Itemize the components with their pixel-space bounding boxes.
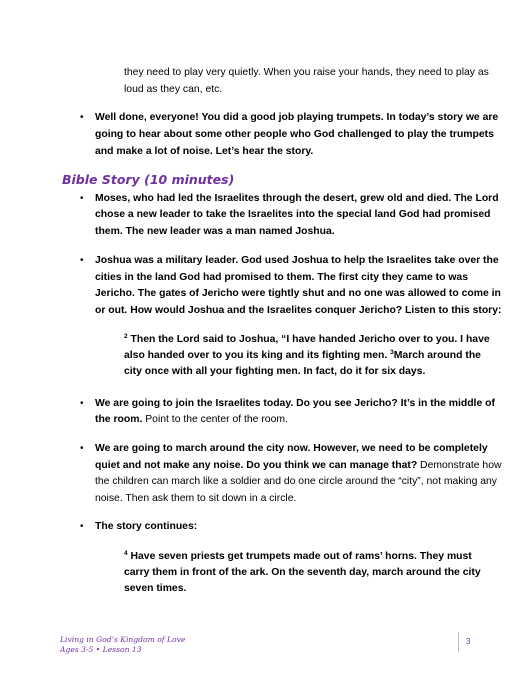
march-line-3: the children can march like a soldier and do one circle around the “city”, not making any bbox=[95, 476, 497, 487]
join-line-1: We are going to join the Israelites today. Do you see Jericho? It’s in the middle of bbox=[95, 398, 495, 409]
quote2-line-3: seven times. bbox=[124, 583, 187, 594]
bullet-continues: • bbox=[80, 521, 84, 532]
page-number: 3 bbox=[466, 637, 471, 646]
footer-title: Living in God’s Kingdom of Love bbox=[60, 635, 186, 644]
moses-line-2: chose a new leader to take the Israelites into the special land God had promised bbox=[95, 209, 491, 220]
march-line-2-bold: quiet and not make any noise. Do you think we can manage that? bbox=[95, 460, 418, 471]
join-line-2 bbox=[95, 414, 288, 426]
moses-line-1: Moses, who had led the Israelites through the desert, grew old and died. The Lord bbox=[95, 193, 499, 204]
quote1-line-1 bbox=[124, 334, 490, 346]
continues-text: The story continues: bbox=[95, 521, 198, 532]
march-line-1: We are going to march around the city now. However, we need to be completely bbox=[95, 443, 488, 454]
verse-number: 2 bbox=[124, 333, 128, 340]
verse-number: 3 bbox=[390, 349, 394, 356]
quote2-line-1 bbox=[124, 551, 472, 563]
march-line-2 bbox=[95, 460, 502, 472]
well-done-line-2: going to hear about some other people who God challenged to play the trumpets bbox=[95, 129, 494, 140]
quote1-text-2: also handed over to you its king and its fighting men. bbox=[124, 350, 391, 361]
bullet-joshua: • bbox=[80, 255, 84, 266]
quote1-text-1: Then the Lord said to Joshua, “I have handed Jericho over to you. I have bbox=[127, 334, 490, 345]
march-line-4: noise. Then ask them to sit down in a circle. bbox=[95, 493, 297, 504]
bullet-march: • bbox=[80, 443, 84, 454]
moses-line-3: them. The new leader was a man named Joshua. bbox=[95, 226, 335, 237]
footer-subtitle: Ages 3-5 • Lesson 13 bbox=[60, 645, 142, 654]
section-heading: Bible Story (10 minutes) bbox=[62, 172, 235, 187]
joshua-line-4: or out. How would Joshua and the Israelites conquer Jericho? Listen to this story: bbox=[95, 305, 502, 316]
joshua-line-3: Jericho. The gates of Jericho were tightly shut and no one was allowed to come in bbox=[95, 288, 501, 299]
joshua-line-1: Joshua was a military leader. God used Joshua to help the Israelites take over the bbox=[95, 255, 499, 266]
bullet-well-done: • bbox=[80, 112, 84, 123]
quote1-line-2 bbox=[124, 350, 481, 362]
footer-divider bbox=[458, 632, 459, 652]
quote1-line-3: city once with all your fighting men. In fact, do it for six days. bbox=[124, 366, 426, 377]
join-line-2-bold: the room. bbox=[95, 414, 143, 425]
intro-line-1: they need to play very quietly. When you raise your hands, they need to play as bbox=[124, 67, 489, 78]
join-line-2-normal: Point to the center of the room. bbox=[142, 414, 288, 425]
well-done-line-3: and make a lot of noise. Let’s hear the story. bbox=[95, 146, 314, 157]
quote2-text-1: Have seven priests get trumpets made out of rams’ horns. They must bbox=[127, 551, 472, 562]
well-done-line-1: Well done, everyone! You did a good job playing trumpets. In today’s story we are bbox=[95, 112, 499, 123]
verse-number: 4 bbox=[124, 550, 128, 557]
march-line-2-normal: Demonstrate how bbox=[417, 460, 502, 471]
quote1-text-2b: March around the bbox=[393, 350, 481, 361]
bullet-moses: • bbox=[80, 193, 84, 204]
joshua-line-2: cities in the land God had promised to them. The first city they came to was bbox=[95, 272, 468, 283]
intro-line-2: loud as they can, etc. bbox=[124, 84, 223, 95]
quote2-line-2: carry them in front of the ark. On the seventh day, march around the city bbox=[124, 567, 481, 578]
bullet-join: • bbox=[80, 398, 84, 409]
